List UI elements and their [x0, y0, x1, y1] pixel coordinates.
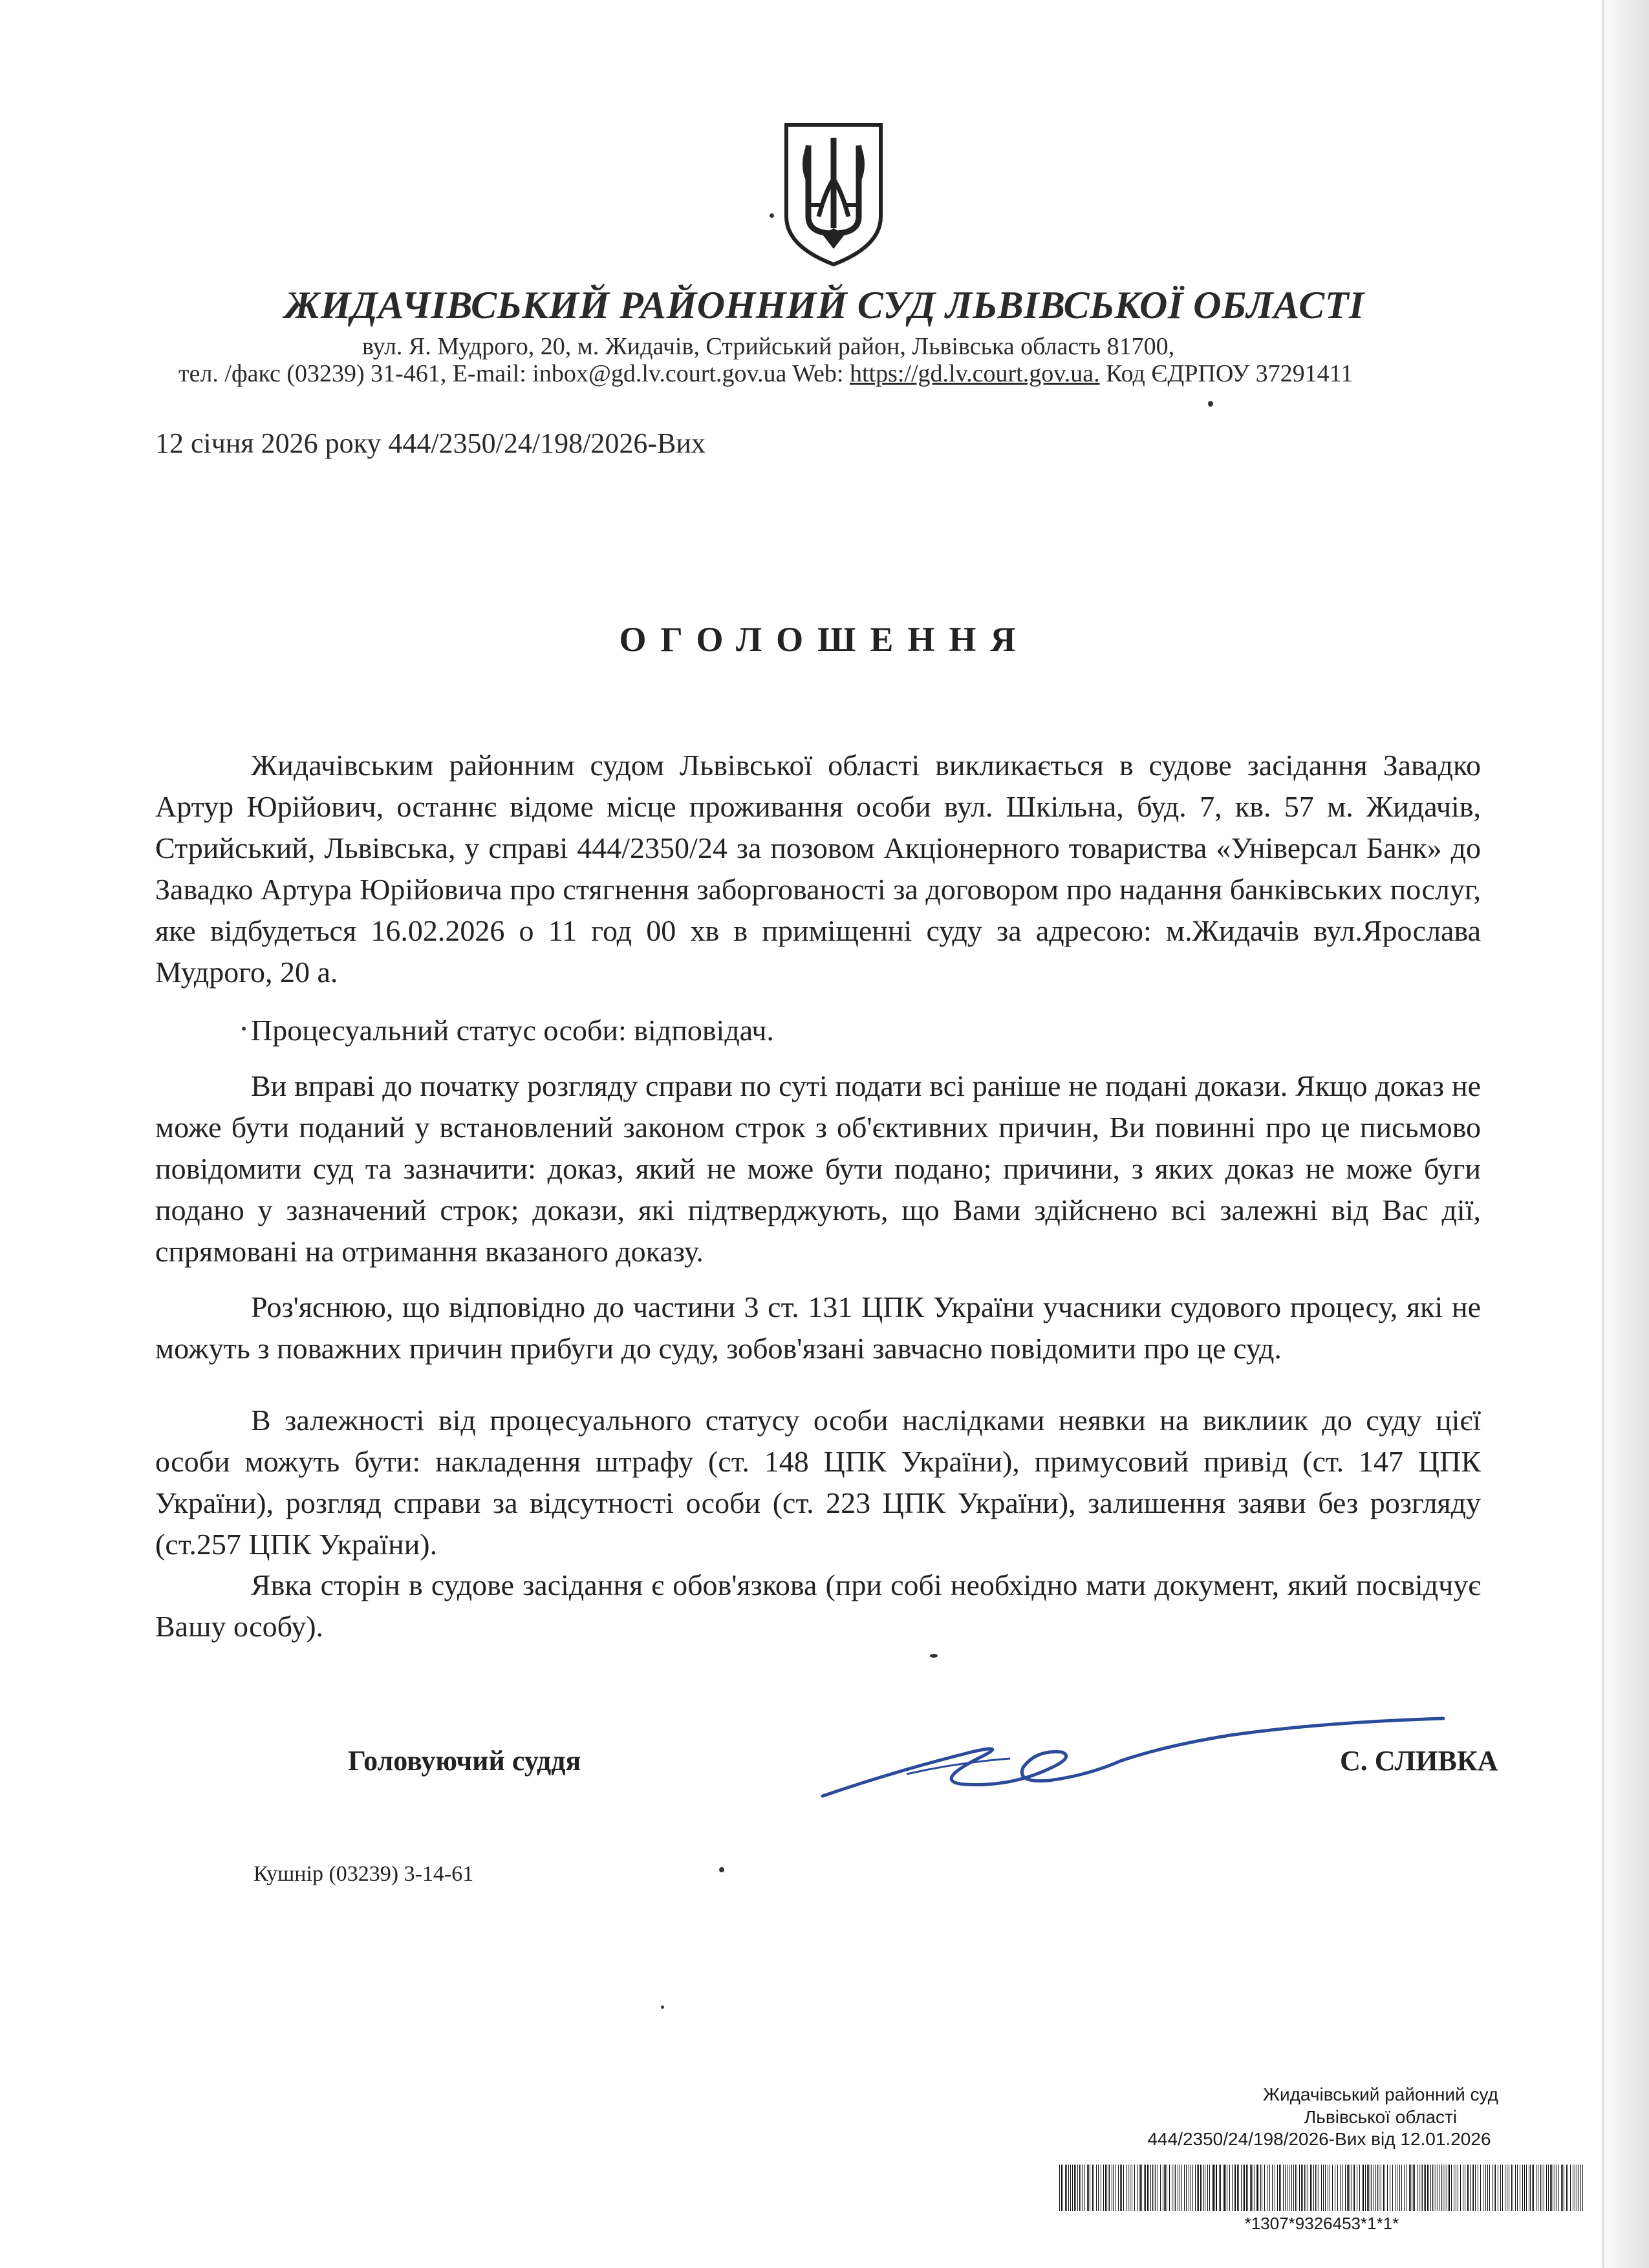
- barcode-bar: [1383, 2165, 1384, 2211]
- barcode-bar: [1570, 2165, 1571, 2211]
- barcode-bar: [1065, 2165, 1066, 2211]
- barcode-bar: [1175, 2165, 1176, 2211]
- contacts-suffix: Код ЄДРПОУ 37291411: [1099, 360, 1353, 387]
- barcode-bar: [1237, 2165, 1238, 2211]
- barcode-bar: [1243, 2165, 1244, 2211]
- scan-speck: [719, 1867, 724, 1872]
- barcode-bar: [1285, 2165, 1286, 2211]
- paragraph-summons-text: Жидачівським районним судом Львівської області викликається в судове засідання Завадко Артур Юрійович, останнє відоме місце проживання особи вул. Шкільна, буд. 7, кв. 57 м. Жидачів, Стрийський, Львівська, у справі 444/2350/24 за позовом Акціонерного товариства «Універсал Банк» до Завадко Артура Юрійовича про стягнення заборгованості за договором про надання банківських послуг, яке відбудеться 16.02.2026 о 11 год 00 хв в приміщенні суду за адресою: м.Жидачів вул.Ярослава Мудрого, 20 а.: [155, 749, 1481, 989]
- barcode-bar: [1062, 2165, 1063, 2211]
- barcode-bar: [1118, 2165, 1119, 2211]
- barcode-bar: [1487, 2165, 1488, 2211]
- barcode-bar: [1198, 2165, 1199, 2211]
- barcode-bar: [1582, 2165, 1583, 2211]
- barcode-bar: [1150, 2165, 1151, 2211]
- barcode-bar: [1269, 2165, 1270, 2211]
- registration-stamp: [1054, 2083, 1584, 2150]
- barcode-bar: [1283, 2165, 1284, 2211]
- barcode-bar: [1377, 2165, 1378, 2211]
- date-reference: 12 січня 2026 року 444/2350/24/198/2026-Вих: [155, 427, 706, 459]
- barcode-bar: [1311, 2165, 1312, 2211]
- barcode: [1058, 2165, 1586, 2211]
- barcode-bar: [1449, 2165, 1450, 2211]
- stamp-reference: 444/2350/24/198/2026-Вих від 12.01.2026: [1147, 2129, 1491, 2149]
- barcode-bar: [1241, 2165, 1242, 2211]
- barcode-bar: [1082, 2165, 1083, 2211]
- judge-name: С. СЛИВКА: [1340, 1745, 1498, 1777]
- barcode-bar: [1359, 2165, 1360, 2211]
- barcode-bar: [1084, 2165, 1085, 2211]
- barcode-bar: [1304, 2165, 1305, 2211]
- barcode-bar: [1532, 2165, 1533, 2211]
- barcode-bar: [1160, 2165, 1161, 2211]
- barcode-bar: [1511, 2165, 1512, 2211]
- barcode-bar: [1315, 2165, 1316, 2211]
- barcode-bar: [1399, 2165, 1400, 2211]
- barcode-bar: [1123, 2165, 1124, 2211]
- barcode-bar: [1068, 2165, 1069, 2211]
- barcode-bar: [1345, 2165, 1346, 2211]
- barcode-bar: [1540, 2165, 1541, 2211]
- barcode-bar: [1088, 2165, 1089, 2211]
- paragraph-attendance: [155, 1565, 1481, 1647]
- contacts-prefix: тел. /факс (03239) 31-461, E-mail: inbox@gd.lv.court.gov.ua Web:: [178, 360, 850, 387]
- barcode-bar: [1323, 2165, 1324, 2211]
- paragraph-status: [155, 1010, 1481, 1051]
- barcode-bar: [1186, 2165, 1187, 2211]
- website-link[interactable]: https://gd.lv.court.gov.ua.: [849, 360, 1100, 387]
- barcode-bar: [1404, 2165, 1405, 2211]
- barcode-bar: [1473, 2165, 1474, 2211]
- scan-edge: [1602, 0, 1604, 2268]
- trident-emblem-icon: [782, 120, 885, 268]
- barcode-bar: [1203, 2165, 1204, 2211]
- barcode-bar: [1066, 2165, 1067, 2211]
- barcode-bar: [1072, 2165, 1073, 2211]
- paragraph-evidence: [155, 1065, 1481, 1272]
- barcode-bar: [1074, 2165, 1075, 2211]
- barcode-bar: [1109, 2165, 1110, 2211]
- barcode-bar: [1301, 2165, 1302, 2211]
- barcode-bar: [1134, 2165, 1135, 2211]
- barcode-bar: [1524, 2165, 1525, 2211]
- barcode-bar: [1220, 2165, 1221, 2211]
- barcode-bar: [1264, 2165, 1265, 2211]
- barcode-bar: [1489, 2165, 1490, 2211]
- barcode-bar: [1548, 2165, 1549, 2211]
- barcode-bar: [1105, 2165, 1106, 2211]
- barcode-bar: [1140, 2165, 1141, 2211]
- barcode-bar: [1164, 2165, 1165, 2211]
- barcode-bar: [1293, 2165, 1294, 2211]
- barcode-bar: [1561, 2165, 1562, 2211]
- court-name: ЖИДАЧІВСЬКИЙ РАЙОННИЙ СУД ЛЬВІВСЬКОЇ ОБЛАСТІ: [285, 284, 1364, 326]
- document-title: ОГОЛОШЕННЯ: [619, 620, 1030, 659]
- barcode-bar: [1347, 2165, 1348, 2211]
- barcode-bar: [1441, 2165, 1442, 2211]
- paragraph-consequences-text: В залежності від процесуального статусу особи наслідками неявки на виклиик до суду цієї особи можуть бути: накладення штрафу (ст. 148 ЦПК України), примусовий привід (ст. 147 ЦПК України), розгляд справи за відсутності особи (ст. 223 ЦПК України), залишення заяви без розгляду (ст.257 ЦПК України).: [155, 1404, 1481, 1561]
- barcode-bar: [1152, 2165, 1153, 2211]
- barcode-bar: [1425, 2165, 1426, 2211]
- barcode-bar: [1313, 2165, 1314, 2211]
- paragraph-status-text: Процесуальний статус особи: відповідач.: [251, 1014, 774, 1047]
- barcode-bar: [1410, 2165, 1411, 2211]
- barcode-bar: [1368, 2165, 1369, 2211]
- scan-speck: [242, 1027, 246, 1031]
- barcode-bar: [1363, 2165, 1364, 2211]
- barcode-bar: [1321, 2165, 1322, 2211]
- barcode-bar: [1272, 2165, 1273, 2211]
- barcode-bar: [1070, 2165, 1071, 2211]
- stamp-region: Львівської області: [1304, 2107, 1458, 2127]
- barcode-bar: [1059, 2165, 1060, 2211]
- barcode-bar: [1141, 2165, 1142, 2211]
- barcode-bar: [1401, 2165, 1402, 2211]
- barcode-bar: [1092, 2165, 1093, 2211]
- barcode-bar: [1145, 2165, 1146, 2211]
- barcode-bar: [1354, 2165, 1355, 2211]
- barcode-bar: [1365, 2165, 1366, 2211]
- barcode-bar: [1371, 2165, 1372, 2211]
- barcode-bar: [1103, 2165, 1104, 2211]
- barcode-bar: [1387, 2165, 1388, 2211]
- barcode-bar: [1451, 2165, 1452, 2211]
- barcode-bar: [1295, 2165, 1296, 2211]
- barcode-bar: [1247, 2165, 1248, 2211]
- barcode-bar: [1550, 2165, 1551, 2211]
- barcode-bar: [1460, 2165, 1461, 2211]
- barcode-bar: [1224, 2165, 1225, 2211]
- barcode-bar: [1428, 2165, 1429, 2211]
- paragraph-explanation-text: Роз'яснюю, що відповідно до частини 3 ст. 131 ЦПК України учасники судового процесу, які не можуть з поважних причин прибуги до суду, зобов'язані завчасно повідомити про це суд.: [155, 1290, 1481, 1365]
- barcode-bar: [1087, 2165, 1088, 2211]
- barcode-bar: [1325, 2165, 1326, 2211]
- court-contacts: [178, 359, 1353, 388]
- barcode-bar: [1406, 2165, 1407, 2211]
- barcode-bar: [1280, 2165, 1281, 2211]
- barcode-bar: [1260, 2165, 1261, 2211]
- barcode-bar: [1533, 2165, 1534, 2211]
- barcode-bar: [1375, 2165, 1376, 2211]
- barcode-bar: [1246, 2165, 1247, 2211]
- barcode-bar: [1302, 2165, 1303, 2211]
- barcode-bar: [1225, 2165, 1226, 2211]
- barcode-bar: [1340, 2165, 1341, 2211]
- scan-shadow: [1597, 0, 1649, 2268]
- barcode-bar: [1200, 2165, 1201, 2211]
- barcode-bar: [1120, 2165, 1121, 2211]
- barcode-bar: [1422, 2165, 1423, 2211]
- paragraph-consequences: [155, 1400, 1481, 1565]
- barcode-bar: [1467, 2165, 1469, 2211]
- barcode-bar: [1250, 2165, 1251, 2211]
- barcode-bar: [1106, 2165, 1107, 2211]
- barcode-bar: [1148, 2165, 1149, 2211]
- barcode-bar: [1279, 2165, 1280, 2211]
- barcode-number: *1307*9326453*1*1*: [1244, 2214, 1399, 2233]
- barcode-bar: [1392, 2165, 1393, 2211]
- barcode-bar: [1096, 2165, 1097, 2211]
- barcode-bar: [1475, 2165, 1476, 2211]
- barcode-bar: [1580, 2165, 1581, 2211]
- judge-label: Головуючий суддя: [348, 1745, 581, 1777]
- stamp-court: Жидачівський районний суд: [1263, 2084, 1498, 2104]
- barcode-bar: [1121, 2165, 1122, 2211]
- barcode-bar: [1251, 2165, 1252, 2211]
- barcode-bar: [1213, 2165, 1214, 2211]
- barcode-bar: [1566, 2165, 1567, 2211]
- barcode-bar: [1337, 2165, 1338, 2211]
- barcode-bar: [1367, 2165, 1368, 2211]
- barcode-bar: [1079, 2165, 1080, 2211]
- barcode-bar: [1348, 2165, 1349, 2211]
- barcode-bar: [1515, 2165, 1516, 2211]
- barcode-bar: [1342, 2165, 1343, 2211]
- barcode-bar: [1207, 2165, 1208, 2211]
- barcode-bar: [1184, 2165, 1185, 2211]
- barcode-bar: [1448, 2165, 1449, 2211]
- barcode-bar: [1492, 2165, 1493, 2211]
- barcode-bar: [1414, 2165, 1415, 2211]
- barcode-bar: [1155, 2165, 1156, 2211]
- scan-speck: [661, 2006, 664, 2009]
- barcode-bar: [1244, 2165, 1245, 2211]
- barcode-bar: [1169, 2165, 1170, 2211]
- barcode-bar: [1558, 2165, 1559, 2211]
- barcode-bar: [1424, 2165, 1425, 2211]
- barcode-bar: [1430, 2165, 1431, 2211]
- paragraph-attendance-text: Явка сторін в судове засідання є обов'язкова (при собі необхідно мати документ, який посвідчує Вашу особу).: [155, 1568, 1481, 1643]
- barcode-bar: [1257, 2165, 1258, 2211]
- barcode-bar: [1147, 2165, 1148, 2211]
- barcode-bar: [1144, 2165, 1145, 2211]
- barcode-bar: [1551, 2165, 1552, 2211]
- barcode-bar: [1098, 2165, 1099, 2211]
- scan-speck: [930, 1654, 938, 1658]
- executor-contact: Кушнір (03239) 3-14-61: [253, 1862, 474, 1886]
- barcode-bar: [1232, 2165, 1233, 2211]
- barcode-bar: [1181, 2165, 1182, 2211]
- barcode-bar: [1216, 2165, 1217, 2211]
- barcode-bar: [1485, 2165, 1486, 2211]
- barcode-bar: [1197, 2165, 1198, 2211]
- barcode-bar: [1546, 2165, 1547, 2211]
- barcode-bar: [1480, 2165, 1481, 2211]
- barcode-bar: [1209, 2165, 1210, 2211]
- barcode-bar: [1500, 2165, 1501, 2211]
- barcode-bar: [1235, 2165, 1236, 2211]
- barcode-bar: [1061, 2165, 1062, 2211]
- barcode-bar: [1113, 2165, 1114, 2211]
- barcode-bar: [1470, 2165, 1471, 2211]
- barcode-bar: [1214, 2165, 1215, 2211]
- barcode-bar: [1075, 2165, 1076, 2211]
- barcode-bar: [1299, 2165, 1300, 2211]
- barcode-bar: [1409, 2165, 1410, 2211]
- barcode-bar: [1310, 2165, 1311, 2211]
- barcode-bar: [1395, 2165, 1396, 2211]
- barcode-bar: [1192, 2165, 1193, 2211]
- barcode-bar: [1495, 2165, 1496, 2211]
- barcode-bar: [1530, 2165, 1531, 2211]
- barcode-bar: [1219, 2165, 1220, 2211]
- barcode-bar: [1332, 2165, 1333, 2211]
- barcode-bar: [1427, 2165, 1428, 2211]
- barcode-bar: [1522, 2165, 1523, 2211]
- barcode-bar: [1229, 2165, 1230, 2211]
- barcode-bar: [1362, 2165, 1363, 2211]
- barcode-bar: [1077, 2165, 1078, 2211]
- paragraph-evidence-text: Ви вправі до початку розгляду справи по суті подати всі раніше не подані докази. Якщо доказ не може бути поданий у встановлений законом строк з об'єктивних причин, Ви повинні про це письмово повідомити суд та зазначити: доказ, який не може бути подано; причини, з яких доказ не може буги подано у зазначений строк; докази, які підтверджують, що Вами здійснено всі залежні від Вас дії, спрямовані на отримання вказаного доказу.: [155, 1069, 1481, 1268]
- barcode-bar: [1432, 2165, 1433, 2211]
- barcode-bar: [1277, 2165, 1278, 2211]
- barcode-bar: [1578, 2165, 1579, 2211]
- barcode-bar: [1526, 2165, 1527, 2211]
- paragraph-summons: [155, 745, 1481, 993]
- barcode-bar: [1413, 2165, 1414, 2211]
- court-address: вул. Я. Мудрого, 20, м. Жидачів, Стрийський район, Львівська область 81700,: [362, 333, 1175, 360]
- scan-speck: [770, 213, 774, 218]
- barcode-bar: [1562, 2165, 1563, 2211]
- barcode-bar: [1502, 2165, 1503, 2211]
- barcode-bar: [1238, 2165, 1239, 2211]
- paragraph-explanation: [155, 1287, 1481, 1369]
- scan-speck: [1208, 401, 1213, 407]
- barcode-bar: [1517, 2165, 1518, 2211]
- barcode-bar: [1195, 2165, 1196, 2211]
- barcode-bar: [1291, 2165, 1292, 2211]
- barcode-bar: [1165, 2165, 1166, 2211]
